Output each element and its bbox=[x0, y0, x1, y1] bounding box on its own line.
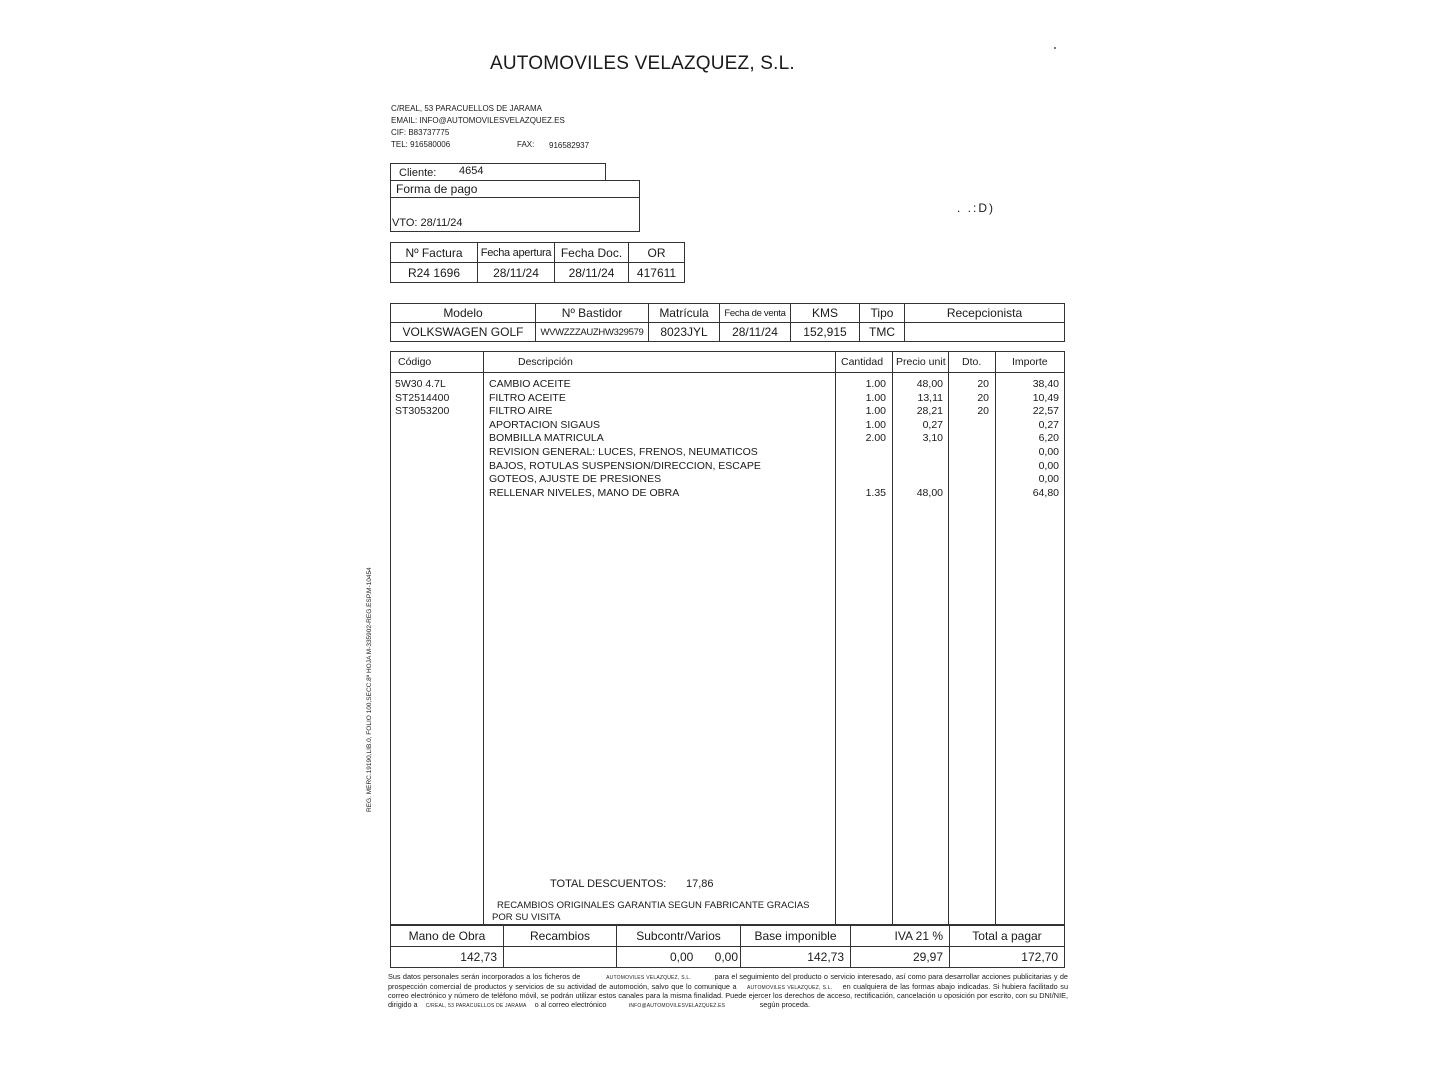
subcontract-header: Subcontr/Varios bbox=[617, 926, 741, 947]
line-unit-price: 28,21 bbox=[916, 405, 943, 418]
discount-header: Dto. bbox=[962, 356, 982, 368]
line-qty: 1.00 bbox=[865, 391, 886, 404]
company-email: INFO@AUTOMOVILESVELAZQUEZ.ES bbox=[419, 116, 565, 125]
line-amount: 6,20 bbox=[1038, 432, 1059, 445]
line-discount: 20 bbox=[977, 405, 989, 418]
line-qty: 1.00 bbox=[865, 405, 886, 418]
email-label: EMAIL: bbox=[391, 116, 418, 125]
or-header: OR bbox=[629, 243, 685, 263]
receptionist bbox=[905, 323, 1065, 342]
col-divider-discount bbox=[948, 352, 949, 924]
line-description: GOTEOS, AJUSTE DE PRESIONES bbox=[489, 473, 662, 486]
fax-label: FAX: bbox=[517, 140, 535, 149]
base-value: 142,73 bbox=[741, 947, 851, 968]
line-unit-price: 3,10 bbox=[922, 432, 943, 445]
line-discounts bbox=[951, 378, 989, 419]
vehicle-header-row bbox=[391, 304, 1065, 323]
privacy-email: INFO@AUTOMOVILESVELAZQUEZ.ES bbox=[628, 1003, 726, 1010]
doc-date: 28/11/24 bbox=[555, 263, 629, 283]
company-cif-row bbox=[391, 127, 449, 139]
vat-header: IVA 21 % bbox=[851, 926, 950, 947]
footer-note-line-2: POR SU VISITA bbox=[492, 912, 561, 923]
parts-value bbox=[504, 947, 617, 968]
payment-header bbox=[391, 181, 639, 198]
company-email-row bbox=[391, 115, 565, 127]
line-amount: 38,40 bbox=[1032, 378, 1059, 390]
privacy-text-1: Sus datos personales serán incorporados a los ficheros de bbox=[388, 972, 581, 981]
line-unit-price: 0,27 bbox=[922, 418, 943, 431]
unit-price-header: Precio unit bbox=[896, 356, 946, 368]
open-date: 28/11/24 bbox=[478, 263, 555, 283]
sale-date: 28/11/24 bbox=[720, 323, 791, 342]
col-divider-qty bbox=[835, 352, 836, 924]
col-divider-amount bbox=[995, 352, 996, 924]
line-unit-price: 48,00 bbox=[916, 486, 943, 499]
subcontract-value-1: 0,00 bbox=[669, 950, 694, 964]
line-description: APORTACION SIGAUS bbox=[489, 418, 601, 431]
type: TMC bbox=[860, 323, 905, 342]
total-discount-label: TOTAL DESCUENTOS: bbox=[550, 878, 667, 890]
model: VOLKSWAGEN GOLF bbox=[391, 323, 536, 342]
privacy-text-3: en cualquiera de las formas abajo indicadas. Si hubiera facilitado su correo electrónico y número de teléfono móvil, se podrán utilizar estos canales para la misma finalidad. Puede ejercer los derechos de acceso, rectificación, cancelación u oposición por escrito, con su DNI/NIE, dirigido a bbox=[388, 981, 1069, 1010]
line-amount: 0,27 bbox=[1038, 418, 1059, 431]
invoice-header-row bbox=[391, 243, 685, 263]
vat-value: 29,97 bbox=[851, 947, 950, 968]
privacy-company-1: AUTOMOVILES VELAZQUEZ, S.L. bbox=[606, 975, 691, 981]
line-discount: 20 bbox=[977, 378, 989, 390]
code-header: Código bbox=[398, 356, 432, 368]
company-cif: B83737775 bbox=[408, 128, 450, 137]
company-fax-row bbox=[517, 139, 534, 151]
qty-header: Cantidad bbox=[841, 356, 884, 368]
totals-value-row bbox=[391, 947, 1065, 968]
line-discount: 20 bbox=[977, 391, 989, 404]
line-amount: 0,00 bbox=[1038, 459, 1059, 472]
total-value: 172,70 bbox=[950, 947, 1065, 968]
line-unit-price bbox=[893, 446, 943, 460]
open-date-header: Fecha apertura bbox=[478, 243, 555, 263]
line-qty: 1.00 bbox=[865, 418, 886, 431]
line-amount: 0,00 bbox=[1038, 473, 1059, 486]
amount-header: Importe bbox=[1012, 356, 1048, 368]
line-amount: 22,57 bbox=[1032, 405, 1059, 418]
labor-header: Mano de Obra bbox=[391, 926, 504, 947]
cif-label: CIF: bbox=[391, 128, 407, 137]
privacy-text-5: según proceda. bbox=[759, 1000, 810, 1010]
line-amount: 64,80 bbox=[1032, 486, 1059, 499]
line-qty: 1.00 bbox=[865, 378, 886, 390]
company-tel: 916580006 bbox=[410, 140, 451, 149]
totals-header-row bbox=[391, 926, 1065, 947]
line-items-table bbox=[390, 351, 1065, 925]
line-description: FILTRO AIRE bbox=[489, 405, 553, 418]
vin: WVWZZZAUZHW329579 bbox=[536, 323, 649, 342]
description-header: Descripción bbox=[518, 356, 573, 368]
line-qty: 1.35 bbox=[865, 486, 886, 499]
invoice-number: R24 1696 bbox=[391, 263, 478, 283]
line-description: BAJOS, ROTULAS SUSPENSION/DIRECCION, ESCAPE bbox=[489, 459, 761, 472]
payment-label: Forma de pago bbox=[396, 182, 478, 196]
line-unit-prices bbox=[893, 378, 943, 500]
stray-mark: . .:D) bbox=[957, 201, 995, 215]
company-tel-row bbox=[391, 139, 450, 151]
parts-header: Recambios bbox=[504, 926, 617, 947]
privacy-company-2: AUTOMOVILES VELAZQUEZ, S.L. bbox=[746, 984, 833, 991]
line-code: 5W30 4.7L bbox=[395, 378, 446, 390]
plate: 8023JYL bbox=[649, 323, 720, 342]
line-unit-price bbox=[893, 460, 943, 474]
footer-note-line-1: RECAMBIOS ORIGINALES GARANTIA SEGUN FABRICANTE GRACIAS bbox=[497, 900, 810, 911]
invoice-value-row bbox=[391, 263, 685, 283]
line-unit-price: 48,00 bbox=[916, 378, 943, 390]
line-unit-price: 13,11 bbox=[917, 391, 943, 404]
line-unit-price bbox=[893, 473, 943, 487]
totals-table bbox=[390, 925, 1065, 968]
invoice-info-table bbox=[390, 242, 685, 283]
line-description: FILTRO ACEITE bbox=[489, 391, 566, 404]
line-codes bbox=[395, 378, 483, 419]
line-descriptions bbox=[489, 378, 834, 500]
line-qty: 2.00 bbox=[865, 432, 886, 445]
receptionist-header: Recepcionista bbox=[905, 304, 1065, 323]
privacy-text-4: o al correo electrónico bbox=[534, 1000, 607, 1010]
type-header: Tipo bbox=[860, 304, 905, 323]
doc-date-header: Fecha Doc. bbox=[555, 243, 629, 263]
labor-value: 142,73 bbox=[391, 947, 504, 968]
line-quantities bbox=[837, 378, 886, 500]
vehicle-table bbox=[390, 303, 1065, 342]
company-address: C/REAL, 53 PARACUELLOS DE JARAMA bbox=[391, 104, 543, 113]
subcontract-value-2: 0,00 bbox=[714, 950, 738, 964]
line-code: ST3053200 bbox=[395, 405, 450, 418]
privacy-text-2: para el seguimiento del producto o servicio interesado, así como para desarrollar acciones publicitarias y de prospección comercial de productos y servicios de su actividad de automoción, salvo que lo comunique a bbox=[388, 972, 1068, 991]
due-date: VTO: 28/11/24 bbox=[392, 217, 463, 229]
line-code: ST2514400 bbox=[395, 391, 450, 404]
col-divider-description bbox=[483, 352, 484, 924]
client-label: Cliente: bbox=[399, 167, 437, 179]
client-box bbox=[390, 163, 606, 181]
subcontract-values bbox=[617, 947, 741, 968]
scan-dot bbox=[1054, 47, 1056, 49]
client-number: 4654 bbox=[459, 165, 484, 177]
model-header: Modelo bbox=[391, 304, 536, 323]
line-amounts bbox=[997, 378, 1059, 500]
privacy-notice bbox=[388, 973, 1068, 1011]
vin-header: Nº Bastidor bbox=[536, 304, 649, 323]
total-discount-value: 17,86 bbox=[686, 878, 714, 890]
line-qty bbox=[837, 446, 886, 460]
company-name: AUTOMOVILES VELAZQUEZ, S.L. bbox=[490, 53, 795, 74]
line-qty bbox=[837, 460, 886, 474]
kms: 152,915 bbox=[791, 323, 860, 342]
sale-date-header: Fecha de venta bbox=[720, 304, 791, 323]
plate-header: Matrícula bbox=[649, 304, 720, 323]
base-header: Base imponible bbox=[741, 926, 851, 947]
vehicle-value-row bbox=[391, 323, 1065, 342]
privacy-address: C/REAL, 53 PARACUELLOS DE JARAMA bbox=[425, 1003, 527, 1010]
line-description: RELLENAR NIVELES, MANO DE OBRA bbox=[489, 486, 680, 499]
total-header: Total a pagar bbox=[950, 926, 1065, 947]
kms-header: KMS bbox=[791, 304, 860, 323]
line-description: CAMBIO ACEITE bbox=[489, 378, 571, 390]
line-description: REVISION GENERAL: LUCES, FRENOS, NEUMATICOS bbox=[489, 445, 758, 458]
registry-vertical-text: REG. MERC.19190,LIB.0, FOLIO 100,SECC.8ª HOJA M-335902-REG.ESP.M-10454 bbox=[366, 567, 373, 812]
company-fax: 916582937 bbox=[549, 141, 590, 150]
line-amount: 10,49 bbox=[1032, 391, 1059, 404]
line-amount: 0,00 bbox=[1038, 445, 1059, 458]
tel-label: TEL: bbox=[391, 140, 408, 149]
invoice-number-header: Nº Factura bbox=[391, 243, 478, 263]
line-description: BOMBILLA MATRICULA bbox=[489, 432, 604, 445]
line-qty bbox=[837, 473, 886, 487]
or-number: 417611 bbox=[629, 263, 685, 283]
payment-box bbox=[390, 180, 640, 232]
